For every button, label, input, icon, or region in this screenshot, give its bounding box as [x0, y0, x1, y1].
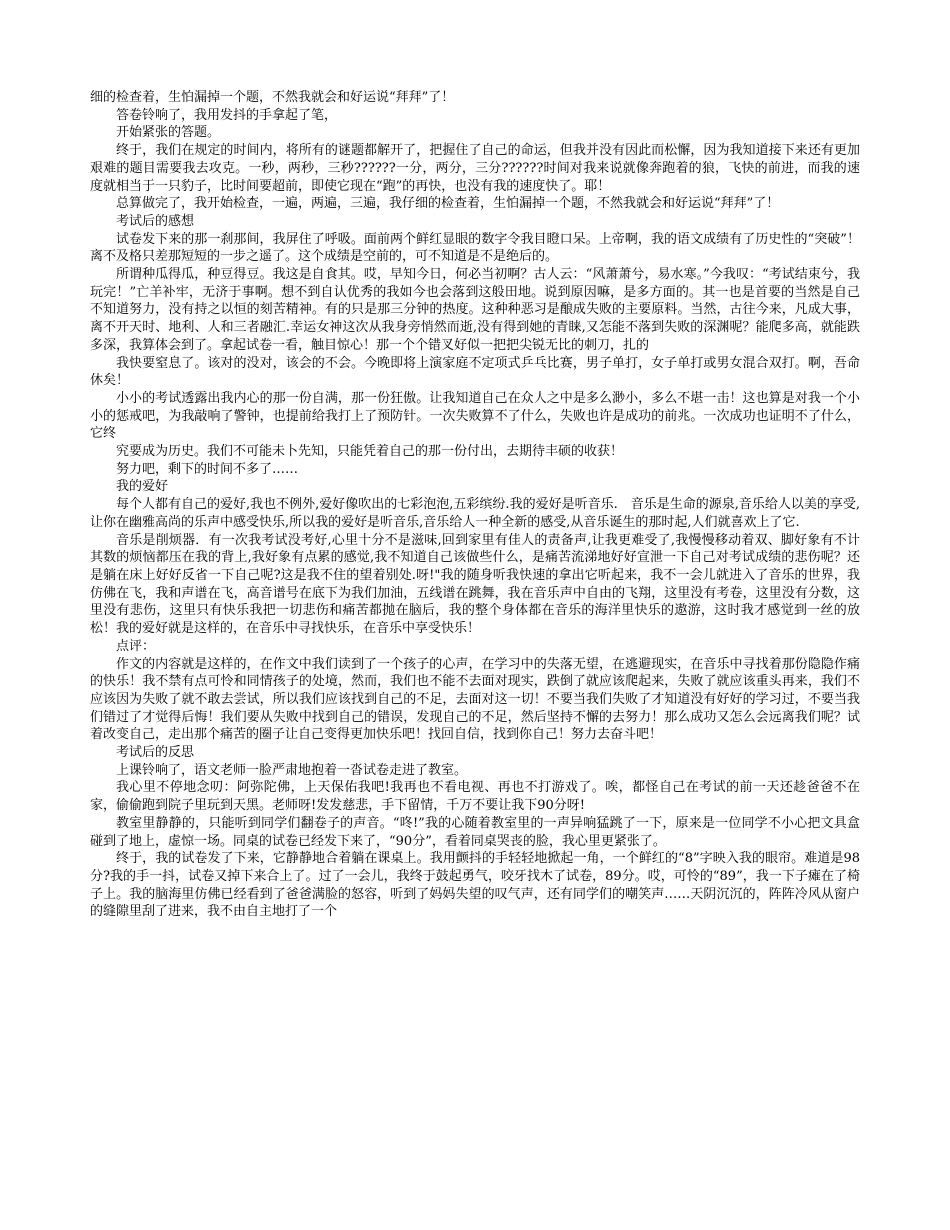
- paragraph: 终于，我的试卷发了下来，它静静地合着躺在课桌上。我用颤抖的手轻轻地掀起一角，一个鲜红的“8”字映入我的眼帘。难道是98分?我的手一抖，试卷又掉下来合上了。过了一会儿，我终于鼓起勇气，咬牙找木了试卷，89分。哎，可怜的“89”，我一下子瘫在了椅子上。我的脑海里仿佛已经看到了爸爸满脸的怒容，听到了妈妈失望的叹气声，还有同学们的嘲笑声……天阴沉沉的，阵阵冷风从窗户的缝隙里刮了进来，我不由自主地打了一个: [90, 851, 860, 920]
- paragraph: 细的检查着，生怕漏掉一个题，不然我就会和好运说“拜拜”了！: [90, 90, 455, 105]
- paragraph: 音乐是削烦器．有一次我考试没考好,心里十分不是滋味,回到家里有佳人的责备声,让我更难受了,我慢慢移动着双、脚好象有不计其数的烦恼都压在我的背上,我好象有点累的感觉,我不知道自己该做些什么，是痛苦流涕地好好宣泄一下自己对考试成绩的悲伤呢？还是躺在床上好好反省一下自己呢?这是我不住的望着别处.呀!"我的随身听我快速的拿出它听起来，我不一会儿就进入了音乐的世界，我仿佛在飞，我和声谱在飞，高音谱号在底下为我们加油，五线谱在跳舞，我在音乐声中自由的飞翔，这里没有考卷，这里没有分数，这里没有悲伤，这里只有快乐我把一切悲伤和痛苦都抛在脑后，我的整个身体都在音乐的海洋里快乐的遨游，这时我才感觉到一丝的放松！我的爱好就是这样的，在音乐中寻找快乐，在音乐中享受快乐！: [90, 532, 860, 637]
- paragraph: 教室里静静的，只能听到同学们翻卷子的声音。“咚!”我的心随着教室里的一声异响猛跳了一下，原来是一位同学不小心把文具盒碰到了地上，虚惊一场。同桌的试卷已经发下来了，“90分”，看着同桌哭丧的脸，我心里更紧张了。: [90, 815, 860, 849]
- section-heading: 考试后的反思: [116, 745, 195, 761]
- paragraph: 开始紧张的答题。: [116, 125, 221, 141]
- paragraph: 总算做完了，我开始检查，一遍，两遍，三遍，我仔细的检查着，生怕漏掉一个题，不然我就会和好运说“拜拜”了！: [116, 196, 780, 212]
- paragraph: 终于，我们在规定的时间内，将所有的谜题都解开了，把握住了自己的命运，但我并没有因此而松懈，因为我知道接下来还有更加艰难的题目需要我去攻克。一秒，两秒，三秒??????一分，两分，三分??????时间对我来说就像奔跑着的狼，飞快的前进，而我的速度就相当于一只豹子，比时间要超前，即使它现在“跑”的再快，也没有我的速度快了。耶！: [90, 143, 860, 194]
- paragraph: 我心里不停地念叨：阿弥陀佛，上天保佑我吧!我再也不看电视、再也不打游戏了。唉，都怪自己在考试的前一天还趁爸爸不在家，偷偷跑到院子里玩到天黑。老师呀!发发慈悲，手下留情，千万不要让我下90分呀!: [90, 780, 860, 814]
- section-heading: 我的爱好: [116, 479, 169, 495]
- paragraph: 所谓种瓜得瓜，种豆得豆。我这是自食其。哎，早知今日，何必当初啊？古人云：“风萧萧兮，易水寒。”今我叹：“考试结束兮，我玩完！”亡羊补牢，无济于事啊。想不到自认优秀的我如今也会落到这般田地。说到原因嘛，是多方面的。其一也是首要的当然是自己不知道努力，没有持之以恒的刻苦精神。有的只是那三分钟的热度。这种种恶习是酿成失败的主要原料。当然，古往今来，凡成大事，离不开天时、地利、人和三者融汇.幸运女神这次从我身旁悄然而逝,没有得到她的青睐,又怎能不落到失败的深渊呢？能爬多高，就能跌多深，我算体会到了。拿起试卷一看，触目惊心！那一个个错叉好似一把把尖锐无比的刺刀，扎的: [90, 267, 860, 353]
- document-page: [90, 89, 860, 921]
- section-heading: 点评：: [116, 638, 156, 654]
- paragraph: 我快要窒息了。该对的没对，该会的不会。今晚即将上演家庭不定项式乒乓比赛，男子单打，女子单打或男女混合双打。啊，吾命休矣！: [90, 355, 860, 389]
- paragraph: 上课铃响了，语文老师一脸严肃地抱着一沓试卷走进了教室。: [116, 762, 468, 778]
- paragraph: 小小的考试透露出我内心的那一份自满，那一份狂傲。让我知道自己在众人之中是多么渺小，多么不堪一击！这也算是对我一个小小的惩戒吧，为我敲响了警钟，也提前给我打上了预防针。一次失败算不了什么，失败也许是成功的前兆。一次成功也证明不了什么，它终: [90, 390, 860, 442]
- paragraph: 每个人都有自己的爱好,我也不例外,爱好像吹出的七彩泡泡,五彩缤纷.我的爱好是听音乐. 音乐是生命的源泉,音乐给人以美的享受,让你在幽雅高尚的乐声中感受快乐,所以我的爱好是听音乐,音乐给人一种全新的感受,从音乐诞生的那时起,人们就喜欢上了它.: [90, 497, 860, 530]
- paragraph: 作文的内容就是这样的，在作文中我们读到了一个孩子的心声，在学习中的失落无望，在逃避现实，在音乐中寻找着那份隐隐作痛的快乐！我不禁有点可怜和同情孩子的处境，然而，我们也不能不去面对现实，跌倒了就应该爬起来，失败了就应该重头再来，我们不应该因为失败了就不敢去尝试，所以我们应该找到自己的不足，去面对这一切！不要当我们失败了才知道没有好好的学习过，不要当我们错过了才觉得后悔！我们要从失败中找到自己的错误，发现自己的不足，然后坚持不懈的去努力！那么成功又怎么会远离我们呢？试着改变自己，走出那个痛苦的圈子让自己变得更加快乐吧！找回自信，找到你自己！努力去奋斗吧！: [90, 656, 860, 743]
- paragraph: 答卷铃响了，我用发抖的手拿起了笔，: [116, 107, 338, 123]
- paragraph: 试卷发下来的那一刹那间，我屏住了呼吸。面前两个鲜红显眼的数字令我目瞪口呆。上帝啊，我的语文成绩有了历史性的“突破”！离不及格只差那短短的一步之遥了。这个成绩是空前的，可不知道是不是绝后的。: [90, 231, 860, 265]
- section-heading: 考试后的感想: [116, 213, 195, 229]
- paragraph: 努力吧，剩下的时间不多了……: [116, 461, 299, 477]
- paragraph: 究要成为历史。我们不可能未卜先知，只能凭着自己的那一份付出，去期待丰硕的收获！: [116, 444, 624, 460]
